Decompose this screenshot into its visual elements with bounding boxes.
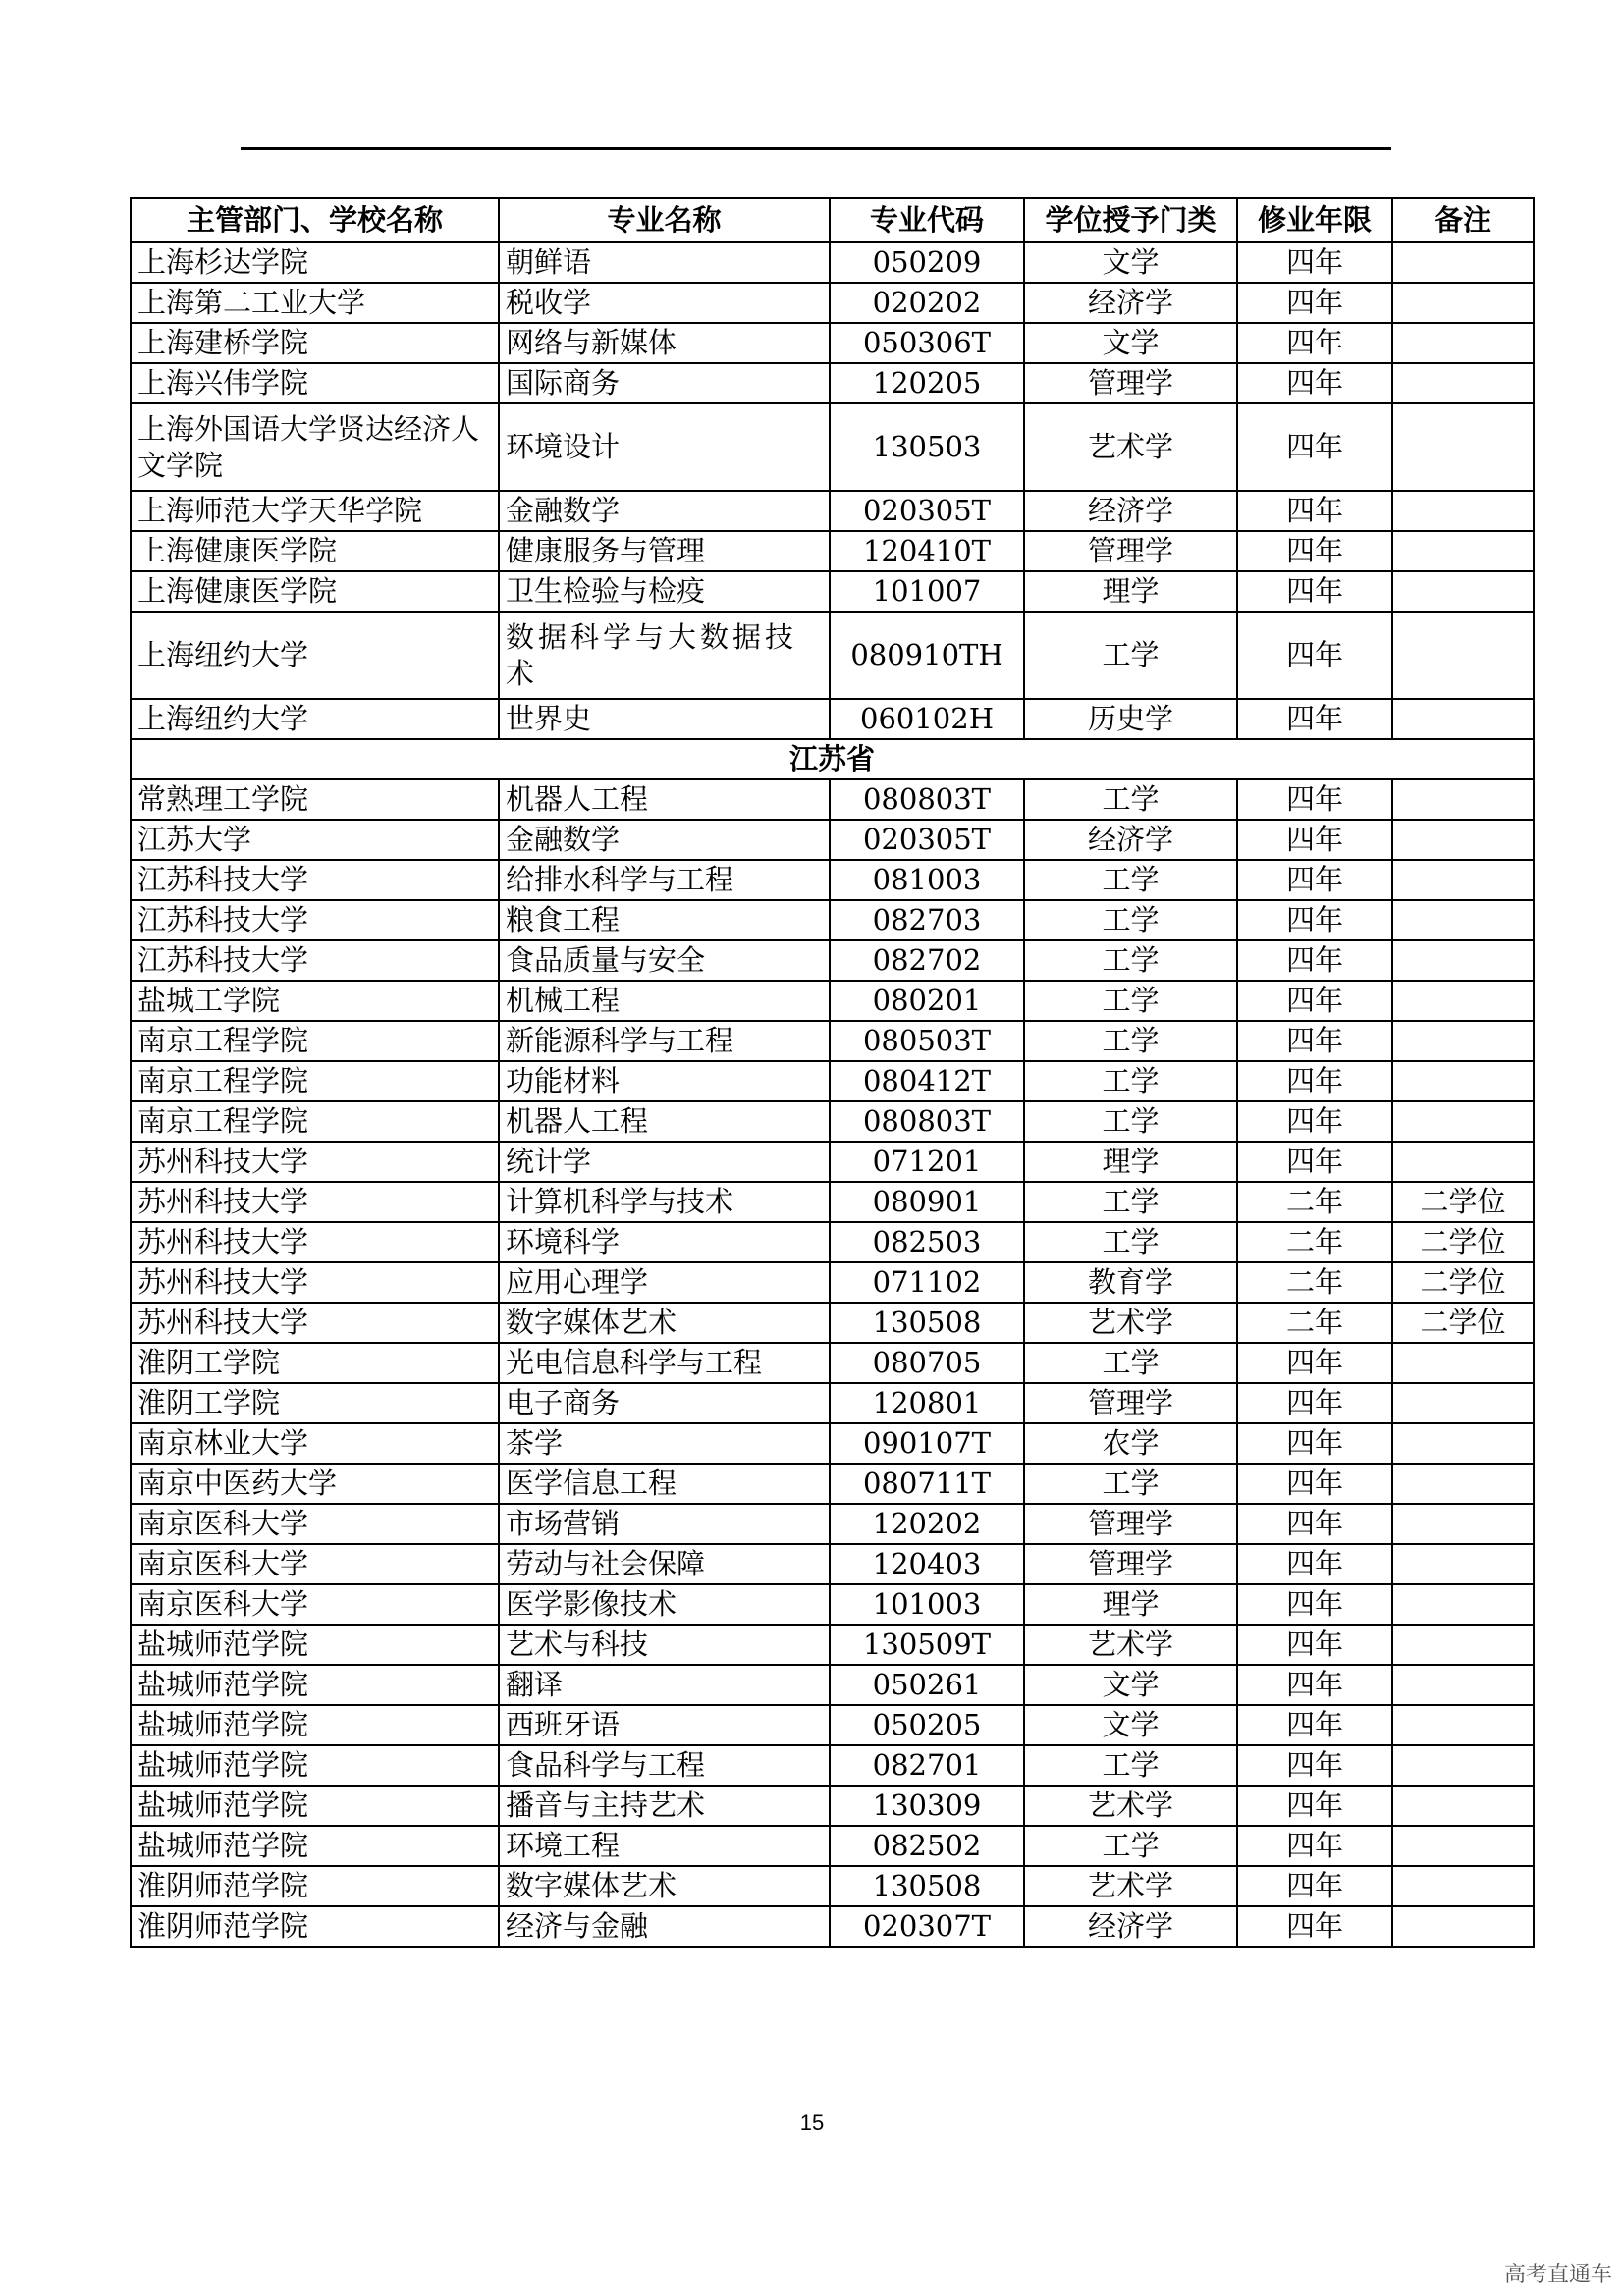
cell-years: 四年 [1237, 1423, 1392, 1464]
table-row [131, 1866, 1534, 1906]
cell-degree: 管理学 [1024, 363, 1237, 403]
cell-code: 120801 [830, 1383, 1024, 1423]
cell-major: 机械工程 [499, 981, 830, 1021]
cell-major: 医学影像技术 [499, 1584, 830, 1625]
table-row [131, 1343, 1534, 1383]
cell-code: 130309 [830, 1786, 1024, 1826]
cell-years: 四年 [1237, 820, 1392, 860]
table-row [131, 571, 1534, 612]
table-row [131, 779, 1534, 820]
cell-note [1392, 1504, 1534, 1544]
table-row [131, 323, 1534, 363]
cell-years: 四年 [1237, 531, 1392, 571]
cell-school: 上海外国语大学贤达经济人文学院 [131, 403, 499, 491]
cell-note [1392, 1464, 1534, 1504]
cell-degree: 理学 [1024, 1142, 1237, 1182]
cell-degree: 文学 [1024, 242, 1237, 283]
cell-major: 环境科学 [499, 1222, 830, 1262]
cell-years: 四年 [1237, 1061, 1392, 1101]
table-row [131, 820, 1534, 860]
header-degree: 学位授予门类 [1024, 198, 1237, 242]
cell-years: 四年 [1237, 403, 1392, 491]
cell-code: 050306T [830, 323, 1024, 363]
cell-school: 上海兴伟学院 [131, 363, 499, 403]
table-row [131, 860, 1534, 900]
cell-degree: 文学 [1024, 1665, 1237, 1705]
cell-major: 朝鲜语 [499, 242, 830, 283]
table-row [131, 1826, 1534, 1866]
table-row [131, 1786, 1534, 1826]
table-row [131, 1745, 1534, 1786]
cell-code: 082702 [830, 940, 1024, 981]
cell-years: 四年 [1237, 1101, 1392, 1142]
cell-school: 苏州科技大学 [131, 1262, 499, 1303]
cell-note [1392, 820, 1534, 860]
cell-degree: 农学 [1024, 1423, 1237, 1464]
table-row [131, 1906, 1534, 1947]
cell-major: 世界史 [499, 699, 830, 739]
cell-school: 淮阴工学院 [131, 1343, 499, 1383]
cell-note [1392, 612, 1534, 699]
table-row [131, 363, 1534, 403]
cell-note [1392, 699, 1534, 739]
header-school: 主管部门、学校名称 [131, 198, 499, 242]
cell-school: 盐城师范学院 [131, 1625, 499, 1665]
cell-code: 090107T [830, 1423, 1024, 1464]
cell-years: 四年 [1237, 1866, 1392, 1906]
table-row [131, 699, 1534, 739]
cell-degree: 文学 [1024, 323, 1237, 363]
cell-code: 120403 [830, 1544, 1024, 1584]
table-row [131, 1705, 1534, 1745]
cell-degree: 工学 [1024, 779, 1237, 820]
cell-note [1392, 779, 1534, 820]
cell-code: 130508 [830, 1866, 1024, 1906]
cell-degree: 管理学 [1024, 1504, 1237, 1544]
cell-code: 081003 [830, 860, 1024, 900]
cell-major: 机器人工程 [499, 779, 830, 820]
table-row [131, 1222, 1534, 1262]
cell-note: 二学位 [1392, 1303, 1534, 1343]
table-row [131, 1021, 1534, 1061]
cell-school: 苏州科技大学 [131, 1182, 499, 1222]
cell-years: 四年 [1237, 242, 1392, 283]
majors-table [130, 197, 1535, 1948]
cell-years: 四年 [1237, 491, 1392, 531]
cell-years: 四年 [1237, 1021, 1392, 1061]
table-row [131, 1423, 1534, 1464]
cell-major: 计算机科学与技术 [499, 1182, 830, 1222]
table-row [131, 1464, 1534, 1504]
table-row [131, 981, 1534, 1021]
cell-note [1392, 1906, 1534, 1947]
cell-degree: 工学 [1024, 612, 1237, 699]
cell-school: 南京医科大学 [131, 1584, 499, 1625]
cell-years: 四年 [1237, 571, 1392, 612]
cell-degree: 艺术学 [1024, 1625, 1237, 1665]
cell-major: 食品科学与工程 [499, 1745, 830, 1786]
cell-note [1392, 283, 1534, 323]
cell-note [1392, 1544, 1534, 1584]
cell-note [1392, 1142, 1534, 1182]
cell-major: 机器人工程 [499, 1101, 830, 1142]
table-body [131, 242, 1534, 1947]
cell-note: 二学位 [1392, 1222, 1534, 1262]
table-row [131, 1262, 1534, 1303]
cell-years: 四年 [1237, 612, 1392, 699]
cell-major: 经济与金融 [499, 1906, 830, 1947]
table-row [131, 283, 1534, 323]
cell-major: 市场营销 [499, 1504, 830, 1544]
cell-major: 金融数学 [499, 820, 830, 860]
table-row [131, 1625, 1534, 1665]
cell-degree: 工学 [1024, 1464, 1237, 1504]
cell-school: 江苏科技大学 [131, 900, 499, 940]
cell-school: 盐城师范学院 [131, 1826, 499, 1866]
cell-major: 网络与新媒体 [499, 323, 830, 363]
cell-code: 082502 [830, 1826, 1024, 1866]
cell-note: 二学位 [1392, 1262, 1534, 1303]
cell-school: 盐城师范学院 [131, 1665, 499, 1705]
cell-years: 四年 [1237, 1383, 1392, 1423]
cell-note [1392, 1866, 1534, 1906]
cell-years: 四年 [1237, 1142, 1392, 1182]
table-row [131, 1101, 1534, 1142]
cell-code: 050209 [830, 242, 1024, 283]
header-major: 专业名称 [499, 198, 830, 242]
cell-school: 淮阴师范学院 [131, 1906, 499, 1947]
cell-years: 四年 [1237, 323, 1392, 363]
table-row [131, 1504, 1534, 1544]
cell-years: 四年 [1237, 1625, 1392, 1665]
cell-code: 080803T [830, 1101, 1024, 1142]
cell-years: 四年 [1237, 1786, 1392, 1826]
cell-note [1392, 1101, 1534, 1142]
cell-school: 上海纽约大学 [131, 612, 499, 699]
cell-major: 应用心理学 [499, 1262, 830, 1303]
table-row [131, 1383, 1534, 1423]
cell-school: 上海第二工业大学 [131, 283, 499, 323]
cell-degree: 历史学 [1024, 699, 1237, 739]
cell-degree: 工学 [1024, 1826, 1237, 1866]
cell-note [1392, 940, 1534, 981]
cell-years: 二年 [1237, 1182, 1392, 1222]
cell-note [1392, 1343, 1534, 1383]
cell-code: 060102H [830, 699, 1024, 739]
cell-school: 盐城师范学院 [131, 1786, 499, 1826]
cell-degree: 管理学 [1024, 1544, 1237, 1584]
cell-major: 给排水科学与工程 [499, 860, 830, 900]
cell-school: 苏州科技大学 [131, 1303, 499, 1343]
cell-school: 上海健康医学院 [131, 571, 499, 612]
table-row [131, 1061, 1534, 1101]
cell-degree: 工学 [1024, 1745, 1237, 1786]
table-row [131, 940, 1534, 981]
cell-school: 上海健康医学院 [131, 531, 499, 571]
cell-degree: 艺术学 [1024, 1786, 1237, 1826]
cell-note [1392, 1705, 1534, 1745]
cell-note [1392, 1061, 1534, 1101]
cell-major: 西班牙语 [499, 1705, 830, 1745]
cell-note [1392, 1423, 1534, 1464]
cell-degree: 艺术学 [1024, 403, 1237, 491]
cell-code: 082701 [830, 1745, 1024, 1786]
cell-major: 医学信息工程 [499, 1464, 830, 1504]
cell-code: 080705 [830, 1343, 1024, 1383]
cell-school: 南京医科大学 [131, 1544, 499, 1584]
cell-degree: 管理学 [1024, 1383, 1237, 1423]
cell-school: 上海师范大学天华学院 [131, 491, 499, 531]
cell-degree: 经济学 [1024, 1906, 1237, 1947]
table-row [131, 1182, 1534, 1222]
table-row [131, 1665, 1534, 1705]
cell-school: 南京工程学院 [131, 1021, 499, 1061]
cell-years: 四年 [1237, 1906, 1392, 1947]
cell-note [1392, 900, 1534, 940]
cell-years: 四年 [1237, 981, 1392, 1021]
cell-major: 光电信息科学与工程 [499, 1343, 830, 1383]
cell-note [1392, 1786, 1534, 1826]
table-row [131, 1303, 1534, 1343]
cell-note [1392, 531, 1534, 571]
cell-degree: 教育学 [1024, 1262, 1237, 1303]
cell-major: 新能源科学与工程 [499, 1021, 830, 1061]
cell-school: 南京中医药大学 [131, 1464, 499, 1504]
cell-code: 020305T [830, 820, 1024, 860]
header-note: 备注 [1392, 198, 1534, 242]
cell-code: 050261 [830, 1665, 1024, 1705]
cell-note [1392, 860, 1534, 900]
cell-years: 二年 [1237, 1222, 1392, 1262]
cell-major: 数字媒体艺术 [499, 1303, 830, 1343]
cell-major: 粮食工程 [499, 900, 830, 940]
cell-note: 二学位 [1392, 1182, 1534, 1222]
cell-years: 四年 [1237, 283, 1392, 323]
cell-major: 数据科学与大数据技术 [499, 612, 830, 699]
cell-school: 淮阴师范学院 [131, 1866, 499, 1906]
cell-note [1392, 403, 1534, 491]
cell-major: 环境设计 [499, 403, 830, 491]
table-header-row [131, 198, 1534, 242]
cell-code: 130509T [830, 1625, 1024, 1665]
cell-degree: 工学 [1024, 1101, 1237, 1142]
cell-code: 020307T [830, 1906, 1024, 1947]
cell-major: 税收学 [499, 283, 830, 323]
cell-school: 常熟理工学院 [131, 779, 499, 820]
table-row [131, 491, 1534, 531]
cell-code: 071201 [830, 1142, 1024, 1182]
cell-major: 劳动与社会保障 [499, 1544, 830, 1584]
cell-major: 艺术与科技 [499, 1625, 830, 1665]
cell-major: 卫生检验与检疫 [499, 571, 830, 612]
cell-code: 130503 [830, 403, 1024, 491]
cell-years: 二年 [1237, 1262, 1392, 1303]
cell-school: 江苏科技大学 [131, 860, 499, 900]
cell-code: 080901 [830, 1182, 1024, 1222]
cell-school: 上海杉达学院 [131, 242, 499, 283]
table-row [131, 242, 1534, 283]
cell-note [1392, 1745, 1534, 1786]
cell-code: 082703 [830, 900, 1024, 940]
cell-major: 电子商务 [499, 1383, 830, 1423]
table-row [131, 531, 1534, 571]
cell-years: 四年 [1237, 1343, 1392, 1383]
cell-years: 四年 [1237, 363, 1392, 403]
cell-years: 四年 [1237, 1464, 1392, 1504]
cell-major: 统计学 [499, 1142, 830, 1182]
table-row [131, 1584, 1534, 1625]
cell-degree: 工学 [1024, 1182, 1237, 1222]
cell-degree: 工学 [1024, 860, 1237, 900]
table-row [131, 1544, 1534, 1584]
cell-years: 四年 [1237, 940, 1392, 981]
cell-note [1392, 1665, 1534, 1705]
cell-code: 120202 [830, 1504, 1024, 1544]
cell-code: 080201 [830, 981, 1024, 1021]
cell-major: 功能材料 [499, 1061, 830, 1101]
cell-school: 苏州科技大学 [131, 1142, 499, 1182]
cell-degree: 理学 [1024, 1584, 1237, 1625]
table-row [131, 403, 1534, 491]
cell-major: 茶学 [499, 1423, 830, 1464]
cell-years: 四年 [1237, 860, 1392, 900]
cell-note [1392, 1584, 1534, 1625]
cell-degree: 工学 [1024, 981, 1237, 1021]
cell-note [1392, 571, 1534, 612]
cell-major: 环境工程 [499, 1826, 830, 1866]
cell-degree: 工学 [1024, 900, 1237, 940]
cell-school: 南京医科大学 [131, 1504, 499, 1544]
cell-code: 050205 [830, 1705, 1024, 1745]
cell-school: 盐城师范学院 [131, 1705, 499, 1745]
cell-school: 南京工程学院 [131, 1061, 499, 1101]
cell-degree: 文学 [1024, 1705, 1237, 1745]
cell-years: 四年 [1237, 1826, 1392, 1866]
cell-years: 四年 [1237, 1705, 1392, 1745]
table-row [131, 1142, 1534, 1182]
cell-code: 080910TH [830, 612, 1024, 699]
cell-major: 播音与主持艺术 [499, 1786, 830, 1826]
cell-degree: 管理学 [1024, 531, 1237, 571]
cell-school: 南京林业大学 [131, 1423, 499, 1464]
cell-code: 020305T [830, 491, 1024, 531]
header-years: 修业年限 [1237, 198, 1392, 242]
cell-school: 淮阴工学院 [131, 1383, 499, 1423]
cell-major: 金融数学 [499, 491, 830, 531]
cell-years: 四年 [1237, 1584, 1392, 1625]
cell-note [1392, 363, 1534, 403]
cell-note [1392, 323, 1534, 363]
cell-years: 四年 [1237, 699, 1392, 739]
cell-note [1392, 1826, 1534, 1866]
cell-years: 四年 [1237, 1745, 1392, 1786]
cell-note [1392, 491, 1534, 531]
cell-years: 四年 [1237, 779, 1392, 820]
cell-code: 080711T [830, 1464, 1024, 1504]
table-row [131, 900, 1534, 940]
cell-degree: 艺术学 [1024, 1303, 1237, 1343]
cell-degree: 经济学 [1024, 820, 1237, 860]
cell-major: 食品质量与安全 [499, 940, 830, 981]
cell-code: 120205 [830, 363, 1024, 403]
header-rule [241, 147, 1391, 150]
cell-degree: 工学 [1024, 940, 1237, 981]
cell-code: 130508 [830, 1303, 1024, 1343]
table-row [131, 612, 1534, 699]
cell-note [1392, 1625, 1534, 1665]
cell-major: 数字媒体艺术 [499, 1866, 830, 1906]
cell-degree: 艺术学 [1024, 1866, 1237, 1906]
cell-code: 080803T [830, 779, 1024, 820]
cell-school: 上海纽约大学 [131, 699, 499, 739]
cell-school: 南京工程学院 [131, 1101, 499, 1142]
province-row [131, 739, 1534, 779]
header-code: 专业代码 [830, 198, 1024, 242]
cell-note [1392, 981, 1534, 1021]
cell-major: 健康服务与管理 [499, 531, 830, 571]
cell-years: 二年 [1237, 1303, 1392, 1343]
cell-school: 盐城工学院 [131, 981, 499, 1021]
cell-degree: 工学 [1024, 1021, 1237, 1061]
province-label: 江苏省 [131, 739, 1534, 779]
cell-code: 120410T [830, 531, 1024, 571]
cell-major: 国际商务 [499, 363, 830, 403]
cell-school: 盐城师范学院 [131, 1745, 499, 1786]
cell-school: 江苏大学 [131, 820, 499, 860]
cell-years: 四年 [1237, 1665, 1392, 1705]
cell-years: 四年 [1237, 900, 1392, 940]
cell-years: 四年 [1237, 1504, 1392, 1544]
cell-degree: 经济学 [1024, 491, 1237, 531]
cell-degree: 经济学 [1024, 283, 1237, 323]
cell-years: 四年 [1237, 1544, 1392, 1584]
cell-major: 翻译 [499, 1665, 830, 1705]
cell-note [1392, 1021, 1534, 1061]
cell-code: 020202 [830, 283, 1024, 323]
cell-code: 082503 [830, 1222, 1024, 1262]
cell-school: 上海建桥学院 [131, 323, 499, 363]
cell-code: 080503T [830, 1021, 1024, 1061]
cell-degree: 工学 [1024, 1222, 1237, 1262]
page-number: 15 [799, 2110, 825, 2135]
watermark: 高考直通车 [1503, 2263, 1612, 2287]
cell-code: 101007 [830, 571, 1024, 612]
cell-code: 080412T [830, 1061, 1024, 1101]
cell-note [1392, 1383, 1534, 1423]
cell-note [1392, 242, 1534, 283]
cell-school: 苏州科技大学 [131, 1222, 499, 1262]
cell-degree: 工学 [1024, 1343, 1237, 1383]
cell-code: 071102 [830, 1262, 1024, 1303]
cell-school: 江苏科技大学 [131, 940, 499, 981]
cell-code: 101003 [830, 1584, 1024, 1625]
cell-degree: 工学 [1024, 1061, 1237, 1101]
cell-degree: 理学 [1024, 571, 1237, 612]
